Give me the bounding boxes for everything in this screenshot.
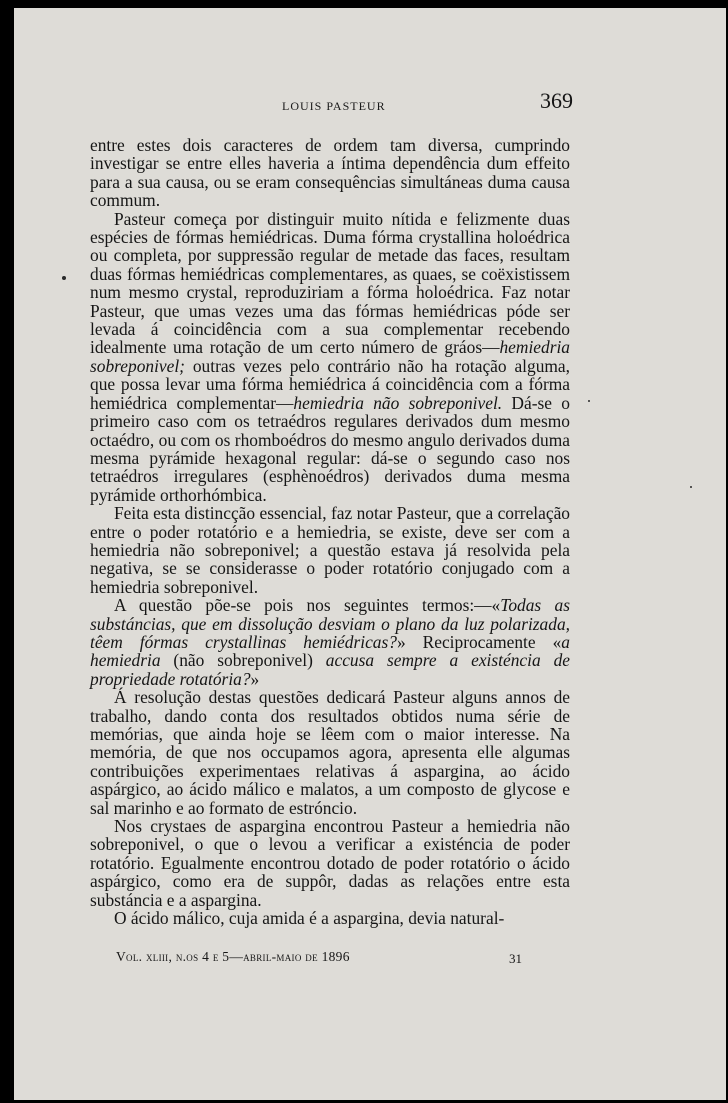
italic-run: Todas as substáncias, que em dissolução desviam o plano da luz polarizada, têem fórmas crystallinas hemiédricas? [90,595,570,652]
text-run: entre estes dois caracteres de ordem tam diversa, cumprindo investigar se entre elles haveria a íntima dependência dum effeito para a sua causa, ou se eram consequências simultáneas duma causa commum. [90,135,570,211]
paragraph [90,596,570,688]
italic-run: accusa sempre a existéncia de propriedade rotatória? [90,650,570,689]
italic-run: a hemiedria [90,631,570,671]
print-speck [588,400,590,402]
text-run: A questão põe-se pois nos seguintes termos:—« [114,595,501,616]
text-run: Nos crystaes de aspargina encontrou Pasteur a hemiedria não sobreponivel, o que o levou a verificar a existéncia de poder rotatório. Egualmente encontrou dotado de poder rotatório o ácido aspárgico, como era de suppôr, dadas as relações entre esta substáncia e a aspargina. [90,816,570,910]
page-number: 369 [540,88,573,113]
paragraph [90,136,570,210]
text-run: (não sobreponivel) [160,650,326,671]
page-footer [14,949,726,973]
text-run: » Reciprocamente « [396,631,562,652]
paragraph [90,688,570,817]
page-header [14,88,726,122]
volume-info: Vol. xliii, n.os 4 e 5—abril-maio de 1896 [116,949,350,964]
text-run: Dá-se o primeiro caso com os tetraédros regulares derivados dum mesmo octaédro, ou com os rhomboédros do mesmo angulo derivados duma mesma pyrámide hexagonal regular: dá-se o segundo caso nos tetraédros irregulares (esphènoédros) derivados duma mesma pyrámide orthorhómbica. [90,392,570,505]
paragraph [90,909,570,927]
running-title: LOUIS PASTEUR [282,99,386,113]
print-speck [690,486,692,488]
paragraph [90,817,570,909]
italic-run: hemiedria sobreponivel; [90,337,570,376]
text-run: » [250,668,260,689]
text-run: Feita esta distincção essencial, faz notar Pasteur, que a correlação entre o poder rotatório e a hemiedria, se existe, deve ser com a hemiedria não sobreponivel; a questão estava já resolvida pela negativa, se se considerasse o poder rotatório conjugado com a hemiedria sobreponivel. [90,503,570,597]
text-run: Á resolução destas questões dedicará Pasteur alguns annos de trabalho, dando conta dos resultados obtidos numa série de memórias, que ainda hoje se lêem com o maior interesse. Na memória, de que nos occupamos agora, apresenta elle algumas contribuições experimentaes relativas á aspargina, ao ácido aspárgico, ao ácido málico e malatos, a um composto de glycose e sal marinho e ao formato de estróncio. [90,687,570,818]
body-text [90,136,570,927]
text-run: O ácido málico, cuja amida é a aspargina, devia natural- [114,908,505,929]
text-run: outras vezes pelo contrário não ha rotação alguma, que possa levar uma fórma hemiédrica á coincidência com a fórma hemiédrica complementar— [90,355,570,413]
paragraph [90,504,570,596]
italic-run: hemiedria não sobreponivel. [293,392,503,413]
signature-mark: 31 [509,951,522,966]
book-page [14,8,726,1100]
text-run: Pasteur começa por distinguir muito nítida e felizmente duas espécies de fórmas hemiédricas. Duma fórma crystallina holoédrica ou completa, por suppressão regular de metade das faces, resultam duas fórmas hemiédricas complementares, as quaes, se coëxistissem num mesmo crystal, reproduziriam a fórma holoédrica. Faz notar Pasteur, que umas vezes uma das fórmas hemiédricas póde ser levada á coincidência com a sua complementar recebendo idealmente uma rotação de um certo número de gráos— [90,208,570,358]
paragraph [90,210,570,505]
print-speck [62,276,66,280]
